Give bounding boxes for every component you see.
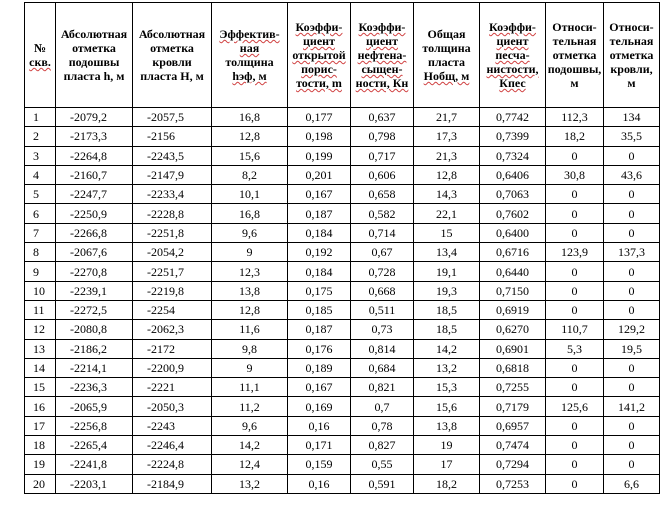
cell-oil-saturation: 0,814	[351, 339, 414, 358]
cell-total-thickness: 13,4	[414, 243, 480, 262]
cell-porosity: 0,201	[288, 165, 351, 184]
cell-relative-bottom: 18,2	[546, 127, 604, 146]
cell-oil-saturation: 0,728	[351, 262, 414, 281]
cell-total-thickness: 17	[414, 455, 480, 474]
cell-sandiness: 0,7179	[480, 397, 546, 416]
cell-total-thickness: 19,1	[414, 262, 480, 281]
header-total-thickness: Общая толщина пласта Нобщ, м	[414, 3, 480, 108]
cell-porosity: 0,171	[288, 436, 351, 455]
cell-oil-saturation: 0,55	[351, 455, 414, 474]
cell-porosity: 0,167	[288, 378, 351, 397]
table-row	[25, 146, 660, 165]
cell-well-number: 7	[25, 223, 56, 242]
cell-effective-thickness: 11,1	[212, 378, 288, 397]
cell-effective-thickness: 12,8	[212, 300, 288, 319]
cell-oil-saturation: 0,511	[351, 300, 414, 319]
cell-well-number: 4	[25, 165, 56, 184]
table-row	[25, 474, 660, 493]
cell-relative-top: 0	[604, 416, 660, 435]
cell-porosity: 0,189	[288, 358, 351, 377]
table-row	[25, 281, 660, 300]
cell-well-number: 6	[25, 204, 56, 223]
cell-bottom-elevation: -2264,8	[56, 146, 133, 165]
cell-bottom-elevation: -2079,2	[56, 108, 133, 127]
header-relative-top-mark: Относи- тельная отметка кровли, м	[604, 3, 660, 108]
cell-relative-top: 137,3	[604, 243, 660, 262]
header-sandiness-coefficient: Коэффи- циент песча- нистости, Кпес	[480, 3, 546, 108]
cell-top-elevation: -2224,8	[133, 455, 212, 474]
cell-top-elevation: -2062,3	[133, 320, 212, 339]
cell-top-elevation: -2221	[133, 378, 212, 397]
cell-relative-bottom: 0	[546, 223, 604, 242]
cell-top-elevation: -2200,9	[133, 358, 212, 377]
table-row	[25, 416, 660, 435]
cell-oil-saturation: 0,668	[351, 281, 414, 300]
cell-sandiness: 0,6400	[480, 223, 546, 242]
header-relative-bottom-mark: Относи- тельная отметка подошвы, м	[546, 3, 604, 108]
header-top-elevation: Абсолютная отметка кровли пласта Н, м	[133, 3, 212, 108]
cell-effective-thickness: 9,6	[212, 223, 288, 242]
table-row	[25, 262, 660, 281]
cell-total-thickness: 21,3	[414, 146, 480, 165]
cell-relative-bottom: 110,7	[546, 320, 604, 339]
cell-oil-saturation: 0,717	[351, 146, 414, 165]
cell-relative-bottom: 0	[546, 300, 604, 319]
table-row	[25, 185, 660, 204]
cell-top-elevation: -2243	[133, 416, 212, 435]
cell-total-thickness: 18,5	[414, 300, 480, 319]
cell-relative-top: 0	[604, 300, 660, 319]
cell-relative-bottom: 0	[546, 436, 604, 455]
table-row	[25, 127, 660, 146]
cell-sandiness: 0,6818	[480, 358, 546, 377]
header-effective-thickness: Эффектив- ная толщина hэф, м	[212, 3, 288, 108]
cell-oil-saturation: 0,606	[351, 165, 414, 184]
cell-total-thickness: 18,5	[414, 320, 480, 339]
cell-porosity: 0,184	[288, 262, 351, 281]
cell-relative-bottom: 5,3	[546, 339, 604, 358]
cell-bottom-elevation: -2065,9	[56, 397, 133, 416]
cell-sandiness: 0,6919	[480, 300, 546, 319]
cell-relative-bottom: 0	[546, 416, 604, 435]
cell-relative-bottom: 0	[546, 185, 604, 204]
cell-porosity: 0,184	[288, 223, 351, 242]
cell-well-number: 3	[25, 146, 56, 165]
cell-top-elevation: -2251,8	[133, 223, 212, 242]
cell-well-number: 5	[25, 185, 56, 204]
table-row	[25, 436, 660, 455]
cell-sandiness: 0,6270	[480, 320, 546, 339]
cell-well-number: 11	[25, 300, 56, 319]
cell-top-elevation: -2233,4	[133, 185, 212, 204]
cell-relative-bottom: 0	[546, 281, 604, 300]
cell-oil-saturation: 0,821	[351, 378, 414, 397]
cell-relative-top: 0	[604, 455, 660, 474]
cell-total-thickness: 15,3	[414, 378, 480, 397]
cell-relative-top: 43,6	[604, 165, 660, 184]
cell-top-elevation: -2156	[133, 127, 212, 146]
cell-porosity: 0,159	[288, 455, 351, 474]
well-data-table	[24, 2, 660, 494]
cell-effective-thickness: 15,6	[212, 146, 288, 165]
cell-relative-top: 0	[604, 358, 660, 377]
cell-effective-thickness: 9,6	[212, 416, 288, 435]
cell-bottom-elevation: -2173,3	[56, 127, 133, 146]
table-body	[25, 108, 660, 494]
cell-porosity: 0,176	[288, 339, 351, 358]
cell-bottom-elevation: -2067,6	[56, 243, 133, 262]
cell-relative-bottom: 0	[546, 474, 604, 493]
cell-porosity: 0,198	[288, 127, 351, 146]
cell-relative-bottom: 0	[546, 204, 604, 223]
cell-relative-bottom: 0	[546, 358, 604, 377]
cell-bottom-elevation: -2256,8	[56, 416, 133, 435]
cell-effective-thickness: 12,8	[212, 127, 288, 146]
cell-total-thickness: 13,2	[414, 358, 480, 377]
cell-oil-saturation: 0,73	[351, 320, 414, 339]
cell-sandiness: 0,7324	[480, 146, 546, 165]
cell-relative-top: 35,5	[604, 127, 660, 146]
cell-porosity: 0,187	[288, 320, 351, 339]
cell-bottom-elevation: -2186,2	[56, 339, 133, 358]
cell-bottom-elevation: -2270,8	[56, 262, 133, 281]
cell-effective-thickness: 16,8	[212, 204, 288, 223]
cell-oil-saturation: 0,582	[351, 204, 414, 223]
cell-effective-thickness: 13,2	[212, 474, 288, 493]
cell-sandiness: 0,7255	[480, 378, 546, 397]
cell-porosity: 0,16	[288, 474, 351, 493]
cell-oil-saturation: 0,7	[351, 397, 414, 416]
cell-top-elevation: -2228,8	[133, 204, 212, 223]
table-row	[25, 358, 660, 377]
header-oil-saturation-coefficient: Коэффи- циент нефтена- сыщен- ности, Кн	[351, 3, 414, 108]
cell-porosity: 0,169	[288, 397, 351, 416]
cell-porosity: 0,192	[288, 243, 351, 262]
table-row	[25, 223, 660, 242]
cell-top-elevation: -2219,8	[133, 281, 212, 300]
cell-effective-thickness: 9	[212, 243, 288, 262]
table-row	[25, 378, 660, 397]
cell-total-thickness: 21,7	[414, 108, 480, 127]
cell-bottom-elevation: -2247,7	[56, 185, 133, 204]
cell-relative-top: 0	[604, 281, 660, 300]
cell-oil-saturation: 0,591	[351, 474, 414, 493]
cell-well-number: 12	[25, 320, 56, 339]
cell-porosity: 0,167	[288, 185, 351, 204]
cell-oil-saturation: 0,637	[351, 108, 414, 127]
cell-relative-bottom: 112,3	[546, 108, 604, 127]
cell-relative-bottom: 30,8	[546, 165, 604, 184]
cell-relative-top: 0	[604, 262, 660, 281]
table-row	[25, 204, 660, 223]
cell-effective-thickness: 11,6	[212, 320, 288, 339]
header-well-number: № скв.	[25, 3, 56, 108]
cell-porosity: 0,175	[288, 281, 351, 300]
cell-top-elevation: -2246,4	[133, 436, 212, 455]
cell-relative-top: 0	[604, 436, 660, 455]
cell-relative-bottom: 0	[546, 262, 604, 281]
cell-well-number: 2	[25, 127, 56, 146]
table-row	[25, 165, 660, 184]
cell-effective-thickness: 16,8	[212, 108, 288, 127]
cell-well-number: 20	[25, 474, 56, 493]
cell-effective-thickness: 14,2	[212, 436, 288, 455]
cell-relative-top: 0	[604, 146, 660, 165]
cell-sandiness: 0,7474	[480, 436, 546, 455]
cell-effective-thickness: 12,3	[212, 262, 288, 281]
cell-sandiness: 0,7399	[480, 127, 546, 146]
cell-effective-thickness: 9,8	[212, 339, 288, 358]
table-row	[25, 397, 660, 416]
cell-oil-saturation: 0,798	[351, 127, 414, 146]
cell-bottom-elevation: -2250,9	[56, 204, 133, 223]
cell-relative-bottom: 0	[546, 455, 604, 474]
cell-oil-saturation: 0,78	[351, 416, 414, 435]
header-bottom-elevation: Абсолютная отметка подошвы пласта h, м	[56, 3, 133, 108]
cell-sandiness: 0,7742	[480, 108, 546, 127]
cell-total-thickness: 17,3	[414, 127, 480, 146]
table-row	[25, 339, 660, 358]
cell-bottom-elevation: -2239,1	[56, 281, 133, 300]
cell-relative-top: 0	[604, 204, 660, 223]
cell-bottom-elevation: -2265,4	[56, 436, 133, 455]
cell-effective-thickness: 10,1	[212, 185, 288, 204]
cell-sandiness: 0,7253	[480, 474, 546, 493]
cell-bottom-elevation: -2266,8	[56, 223, 133, 242]
cell-top-elevation: -2054,2	[133, 243, 212, 262]
cell-well-number: 13	[25, 339, 56, 358]
table-row	[25, 300, 660, 319]
cell-oil-saturation: 0,684	[351, 358, 414, 377]
cell-top-elevation: -2172	[133, 339, 212, 358]
cell-porosity: 0,177	[288, 108, 351, 127]
cell-top-elevation: -2184,9	[133, 474, 212, 493]
cell-relative-top: 0	[604, 185, 660, 204]
cell-relative-bottom: 0	[546, 146, 604, 165]
cell-effective-thickness: 11,2	[212, 397, 288, 416]
cell-relative-bottom: 0	[546, 378, 604, 397]
cell-total-thickness: 15,6	[414, 397, 480, 416]
cell-effective-thickness: 9	[212, 358, 288, 377]
cell-well-number: 9	[25, 262, 56, 281]
cell-relative-top: 19,5	[604, 339, 660, 358]
header-row	[25, 3, 660, 108]
cell-top-elevation: -2147,9	[133, 165, 212, 184]
cell-top-elevation: -2050,3	[133, 397, 212, 416]
header-porosity-coefficient: Коэффи- циент открытой порис- тости, m	[288, 3, 351, 108]
cell-top-elevation: -2057,5	[133, 108, 212, 127]
cell-top-elevation: -2251,7	[133, 262, 212, 281]
cell-bottom-elevation: -2080,8	[56, 320, 133, 339]
cell-relative-top: 0	[604, 223, 660, 242]
cell-well-number: 16	[25, 397, 56, 416]
cell-bottom-elevation: -2241,8	[56, 455, 133, 474]
cell-sandiness: 0,6406	[480, 165, 546, 184]
table-row	[25, 243, 660, 262]
cell-well-number: 14	[25, 358, 56, 377]
cell-well-number: 8	[25, 243, 56, 262]
cell-relative-top: 6,6	[604, 474, 660, 493]
cell-total-thickness: 19	[414, 436, 480, 455]
cell-total-thickness: 14,3	[414, 185, 480, 204]
cell-sandiness: 0,6957	[480, 416, 546, 435]
cell-effective-thickness: 8,2	[212, 165, 288, 184]
cell-well-number: 19	[25, 455, 56, 474]
cell-effective-thickness: 13,8	[212, 281, 288, 300]
cell-oil-saturation: 0,67	[351, 243, 414, 262]
cell-well-number: 10	[25, 281, 56, 300]
cell-sandiness: 0,6901	[480, 339, 546, 358]
cell-top-elevation: -2243,5	[133, 146, 212, 165]
cell-total-thickness: 19,3	[414, 281, 480, 300]
cell-total-thickness: 22,1	[414, 204, 480, 223]
cell-relative-bottom: 123,9	[546, 243, 604, 262]
cell-oil-saturation: 0,714	[351, 223, 414, 242]
cell-bottom-elevation: -2203,1	[56, 474, 133, 493]
cell-sandiness: 0,7294	[480, 455, 546, 474]
cell-bottom-elevation: -2160,7	[56, 165, 133, 184]
cell-total-thickness: 15	[414, 223, 480, 242]
cell-sandiness: 0,7602	[480, 204, 546, 223]
cell-porosity: 0,187	[288, 204, 351, 223]
cell-oil-saturation: 0,658	[351, 185, 414, 204]
cell-well-number: 18	[25, 436, 56, 455]
cell-well-number: 15	[25, 378, 56, 397]
table-row	[25, 320, 660, 339]
cell-bottom-elevation: -2214,1	[56, 358, 133, 377]
cell-bottom-elevation: -2272,5	[56, 300, 133, 319]
table-row	[25, 108, 660, 127]
cell-porosity: 0,16	[288, 416, 351, 435]
cell-top-elevation: -2254	[133, 300, 212, 319]
cell-relative-top: 129,2	[604, 320, 660, 339]
cell-well-number: 1	[25, 108, 56, 127]
cell-oil-saturation: 0,827	[351, 436, 414, 455]
cell-total-thickness: 12,8	[414, 165, 480, 184]
cell-total-thickness: 13,8	[414, 416, 480, 435]
cell-porosity: 0,185	[288, 300, 351, 319]
cell-relative-top: 0	[604, 378, 660, 397]
cell-effective-thickness: 12,4	[212, 455, 288, 474]
well-data-table-container	[24, 2, 660, 494]
cell-sandiness: 0,6440	[480, 262, 546, 281]
cell-bottom-elevation: -2236,3	[56, 378, 133, 397]
cell-sandiness: 0,7150	[480, 281, 546, 300]
cell-relative-top: 141,2	[604, 397, 660, 416]
cell-sandiness: 0,7063	[480, 185, 546, 204]
cell-sandiness: 0,6716	[480, 243, 546, 262]
cell-well-number: 17	[25, 416, 56, 435]
cell-relative-bottom: 125,6	[546, 397, 604, 416]
cell-porosity: 0,199	[288, 146, 351, 165]
cell-total-thickness: 14,2	[414, 339, 480, 358]
cell-total-thickness: 18,2	[414, 474, 480, 493]
table-row	[25, 455, 660, 474]
cell-relative-top: 134	[604, 108, 660, 127]
